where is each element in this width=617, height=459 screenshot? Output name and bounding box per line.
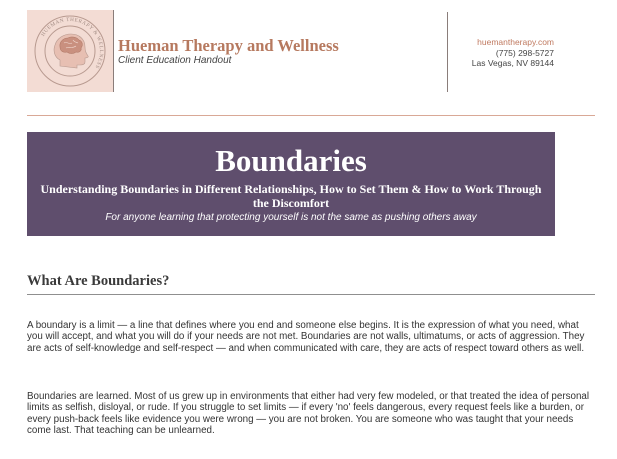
location-address: Las Vegas, NV 89144 — [471, 58, 554, 68]
page-title: Boundaries — [215, 143, 367, 178]
page-subtitle: Understanding Boundaries in Different Relationships, How to Set Them & How to Work Through the Discomfort — [40, 182, 542, 210]
handout-subtitle: Client Education Handout — [118, 55, 232, 66]
header-divider — [27, 115, 595, 116]
org-name: Hueman Therapy and Wellness — [118, 36, 339, 55]
title-banner — [27, 132, 555, 236]
logo-divider — [113, 10, 114, 92]
logo-ring-text: HUEMAN THERAPY & WELLNESS — [40, 16, 105, 70]
section-heading: What Are Boundaries? — [27, 273, 170, 289]
paragraph-1: A boundary is a limit — a line that defines where you end and someone else begins. It is the expression of what you need, what you will accept, and what you will do if your needs are not met. Boundaries are not walls, ultimatums, or acts of aggression. They are acts of self-knowledge and self-respect — and when communicated with care, they are acts of respect toward others as well. — [27, 320, 585, 354]
contact-block — [472, 37, 554, 69]
website-link[interactable]: huemantherapy.com — [477, 37, 554, 47]
section-divider — [27, 294, 595, 295]
paragraph-2: Boundaries are learned. Most of us grew up in environments that either had very few modeled, or that treated the idea of personal limits as selfish, disloyal, or rude. If you struggle to set limits — if every 'no' feels dangerous, every request feels like a burden, or every push-back feels like evidence you were wrong — you are not broken. You are someone who was taught that your needs come last. That teaching can be unlearned. — [27, 391, 590, 437]
brain-logo-icon — [27, 10, 113, 92]
page-tagline: For anyone learning that protecting yourself is not the same as pushing others away — [105, 212, 477, 223]
logo — [27, 10, 113, 92]
contact-divider — [447, 12, 448, 92]
phone-number: (775) 298-5727 — [495, 47, 554, 58]
